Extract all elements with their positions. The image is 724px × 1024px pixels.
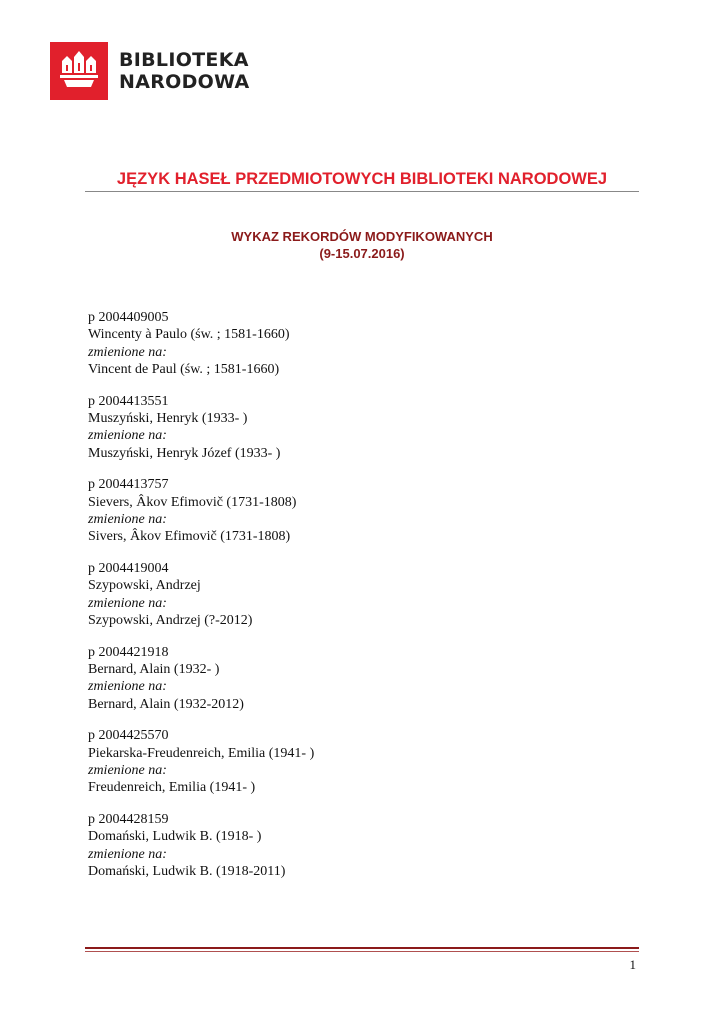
record-changed-label: zmienione na: xyxy=(88,679,167,695)
subtitle xyxy=(85,228,639,262)
record-item xyxy=(88,393,638,462)
record-id: p 2004421918 xyxy=(88,644,169,660)
logo-line-1: BIBLIOTEKA xyxy=(119,49,249,71)
record-new-heading: Szypowski, Andrzej (?-2012) xyxy=(88,612,253,628)
record-changed-label: zmienione na: xyxy=(88,763,167,779)
subtitle-date: (9-15.07.2016) xyxy=(319,246,405,261)
record-changed-label: zmienione na: xyxy=(88,846,167,862)
footer-divider xyxy=(85,947,639,949)
record-id: p 2004409005 xyxy=(88,310,169,325)
subtitle-line-1: WYKAZ REKORDÓW MODYFIKOWANYCH xyxy=(231,229,493,244)
record-new-heading: Sivers, Âkov Efimovič (1731-1808) xyxy=(88,529,291,545)
record-id: p 2004419004 xyxy=(88,561,169,577)
title-divider xyxy=(85,191,639,192)
record-old-heading: Wincenty à Paulo (św. ; 1581-1660) xyxy=(88,327,290,343)
library-logo xyxy=(50,42,250,100)
footer-divider-thin xyxy=(85,951,639,952)
record-new-heading: Freudenreich, Emilia (1941- ) xyxy=(88,780,256,796)
record-item xyxy=(88,309,638,378)
record-new-heading: Bernard, Alain (1932-2012) xyxy=(88,696,244,712)
record-new-heading: Vincent de Paul (św. ; 1581-1660) xyxy=(88,361,280,377)
record-changed-label: zmienione na: xyxy=(88,511,167,527)
records-list xyxy=(88,309,638,895)
record-changed-label: zmienione na: xyxy=(88,595,167,611)
record-id: p 2004413757 xyxy=(88,477,169,493)
record-item xyxy=(88,811,638,880)
logo-line-2: NARODOWA xyxy=(119,71,250,93)
record-changed-label: zmienione na: xyxy=(88,428,167,444)
record-old-heading: Bernard, Alain (1932- ) xyxy=(88,662,220,678)
page-number: 1 xyxy=(629,957,636,972)
record-old-heading: Sievers, Âkov Efimovič (1731-1808) xyxy=(88,494,297,510)
record-old-heading: Muszyński, Henryk (1933- ) xyxy=(88,410,248,426)
crown-logo-icon xyxy=(50,42,108,100)
record-new-heading: Muszyński, Henryk Józef (1933- ) xyxy=(88,445,281,461)
logo-wordmark xyxy=(119,49,250,93)
record-changed-label: zmienione na: xyxy=(88,344,167,360)
record-old-heading: Domański, Ludwik B. (1918- ) xyxy=(88,829,262,845)
record-old-heading: Piekarska-Freudenreich, Emilia (1941- ) xyxy=(88,745,315,761)
record-item xyxy=(88,644,638,713)
record-item xyxy=(88,476,638,545)
record-item xyxy=(88,727,638,796)
record-item xyxy=(88,560,638,629)
record-id: p 2004425570 xyxy=(88,728,169,744)
record-old-heading: Szypowski, Andrzej xyxy=(88,578,201,594)
record-id: p 2004413551 xyxy=(88,393,169,409)
record-new-heading: Domański, Ludwik B. (1918-2011) xyxy=(88,864,286,880)
record-id: p 2004428159 xyxy=(88,812,169,828)
page-title: JĘZYK HASEŁ PRZEDMIOTOWYCH BIBLIOTEKI NARODOWEJ xyxy=(116,170,608,188)
